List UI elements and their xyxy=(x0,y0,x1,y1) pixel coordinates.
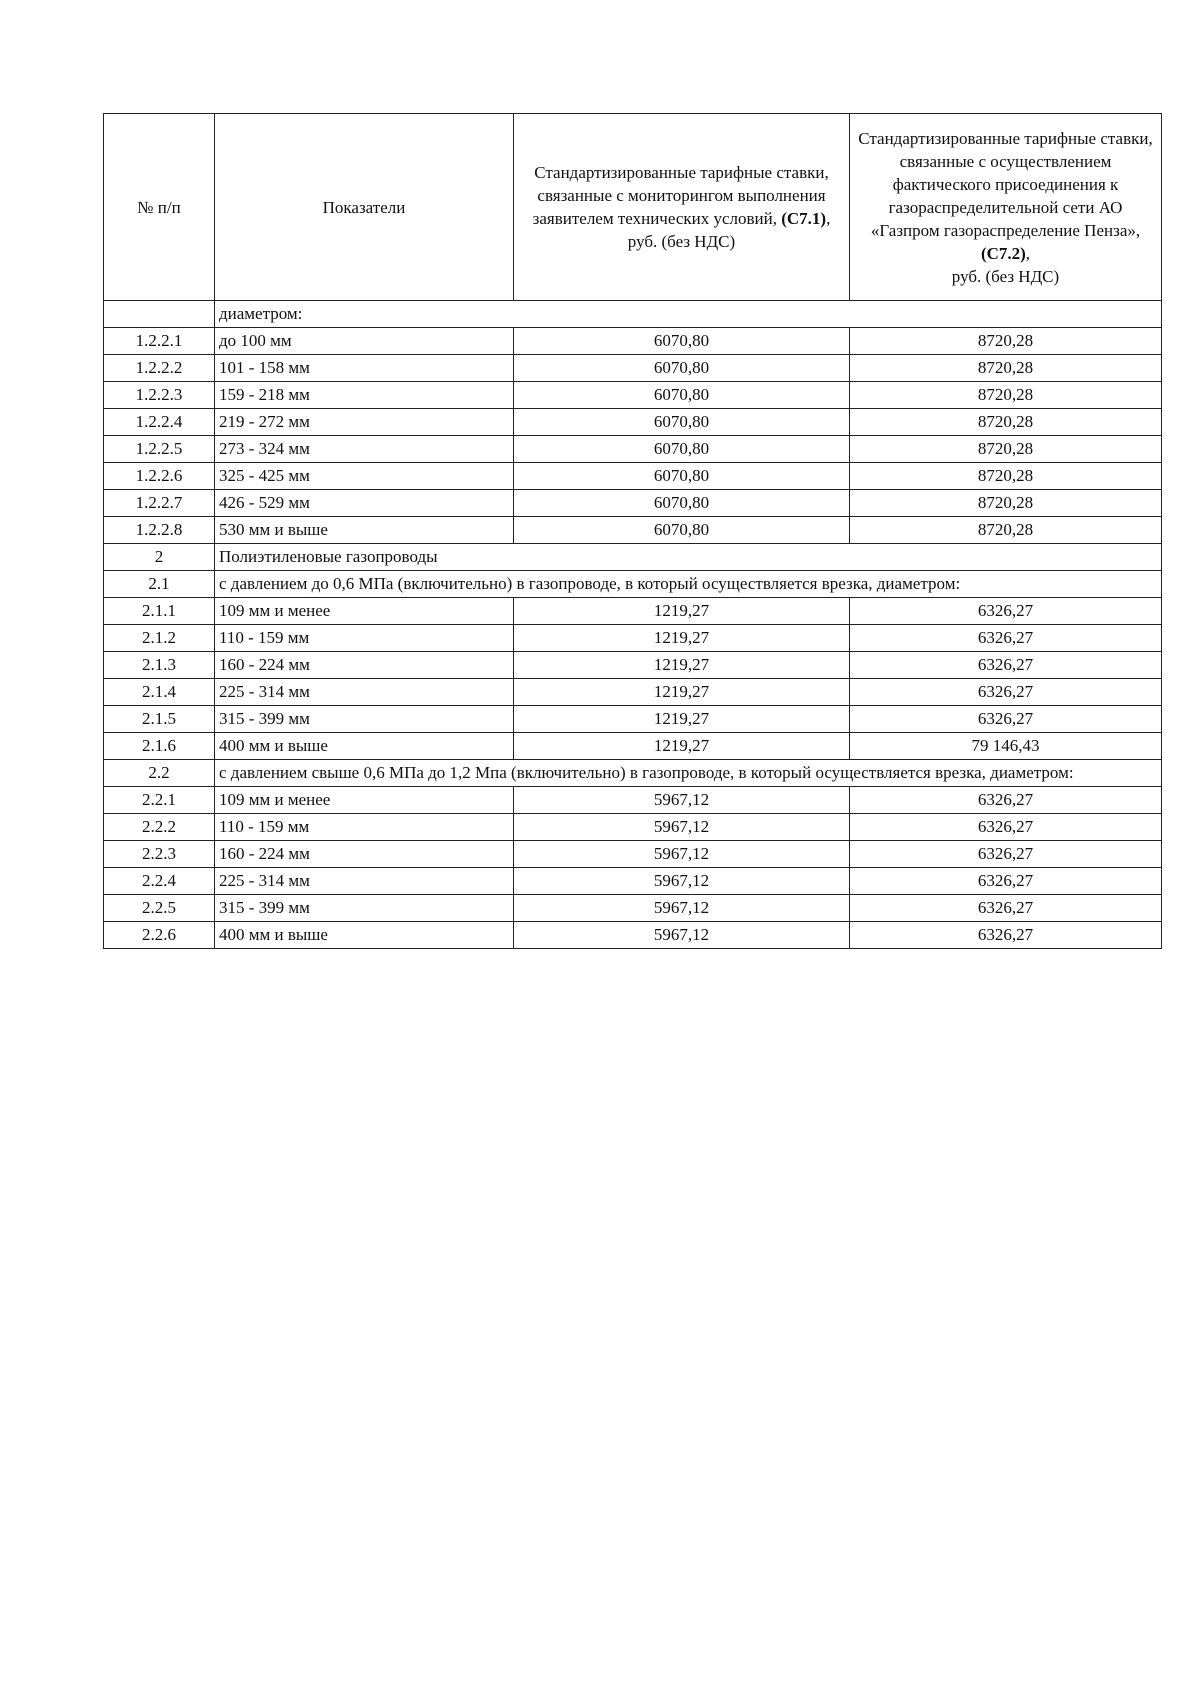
row-value-c72: 6326,27 xyxy=(850,787,1162,814)
row-value-c71: 1219,27 xyxy=(514,598,850,625)
row-value-c72: 6326,27 xyxy=(850,841,1162,868)
row-value-c72: 8720,28 xyxy=(850,382,1162,409)
table-row xyxy=(104,517,1162,544)
row-label: 400 мм и выше xyxy=(215,922,514,949)
row-value-c72: 6326,27 xyxy=(850,814,1162,841)
row-number: 1.2.2.5 xyxy=(104,436,215,463)
row-value-c71: 5967,12 xyxy=(514,814,850,841)
row-value-c71: 1219,27 xyxy=(514,652,850,679)
row-label: 325 - 425 мм xyxy=(215,463,514,490)
row-value-c72: 6326,27 xyxy=(850,652,1162,679)
row-value-c71: 6070,80 xyxy=(514,355,850,382)
header-c72-code: (С7.2) xyxy=(980,243,1026,263)
row-value-c72: 6326,27 xyxy=(850,625,1162,652)
row-number: 1.2.2.2 xyxy=(104,355,215,382)
row-number: 1.2.2.8 xyxy=(104,517,215,544)
row-number: 1.2.2.3 xyxy=(104,382,215,409)
row-value-c72: 6326,27 xyxy=(850,679,1162,706)
table-row xyxy=(104,328,1162,355)
row-label: до 100 мм xyxy=(215,328,514,355)
header-c72-unit: руб. (без НДС) xyxy=(951,266,1060,286)
row-label: 315 - 399 мм xyxy=(215,895,514,922)
row-value-c71: 6070,80 xyxy=(514,517,850,544)
table-row xyxy=(104,571,1162,598)
header-c72 xyxy=(850,114,1162,301)
table-row xyxy=(104,895,1162,922)
row-label: 225 - 314 мм xyxy=(215,868,514,895)
table-row xyxy=(104,922,1162,949)
row-label: 160 - 224 мм xyxy=(215,652,514,679)
row-value-c71: 6070,80 xyxy=(514,382,850,409)
row-value-c71: 5967,12 xyxy=(514,922,850,949)
row-number: 2.2 xyxy=(104,760,215,787)
table-row xyxy=(104,463,1162,490)
row-span-text: диаметром: xyxy=(215,301,1162,328)
row-number: 2.2.1 xyxy=(104,787,215,814)
row-label: 400 мм и выше xyxy=(215,733,514,760)
row-value-c72: 8720,28 xyxy=(850,409,1162,436)
header-c71 xyxy=(514,114,850,301)
row-value-c71: 6070,80 xyxy=(514,436,850,463)
table-body xyxy=(104,301,1162,949)
row-value-c71: 6070,80 xyxy=(514,328,850,355)
table-row xyxy=(104,814,1162,841)
header-indicator-label: Показатели xyxy=(322,197,406,217)
row-number: 1.2.2.7 xyxy=(104,490,215,517)
tariff-table xyxy=(103,113,1162,949)
header-c71-suffix: , xyxy=(826,209,831,228)
table-row xyxy=(104,760,1162,787)
row-number: 1.2.2.6 xyxy=(104,463,215,490)
table-row xyxy=(104,652,1162,679)
row-value-c71: 1219,27 xyxy=(514,733,850,760)
table-row xyxy=(104,355,1162,382)
row-label: 219 - 272 мм xyxy=(215,409,514,436)
table-row xyxy=(104,301,1162,328)
row-value-c72: 6326,27 xyxy=(850,922,1162,949)
row-label: 110 - 159 мм xyxy=(215,625,514,652)
row-label: 109 мм и менее xyxy=(215,598,514,625)
row-value-c71: 5967,12 xyxy=(514,787,850,814)
row-number: 2.1.2 xyxy=(104,625,215,652)
table-row xyxy=(104,787,1162,814)
row-value-c72: 79 146,43 xyxy=(850,733,1162,760)
row-value-c72: 8720,28 xyxy=(850,436,1162,463)
row-value-c72: 6326,27 xyxy=(850,598,1162,625)
row-value-c71: 1219,27 xyxy=(514,679,850,706)
row-number: 1.2.2.1 xyxy=(104,328,215,355)
row-number: 2.2.2 xyxy=(104,814,215,841)
row-value-c72: 8720,28 xyxy=(850,490,1162,517)
row-value-c72: 6326,27 xyxy=(850,868,1162,895)
row-number: 2.2.4 xyxy=(104,868,215,895)
row-value-c72: 6326,27 xyxy=(850,706,1162,733)
row-number xyxy=(104,301,215,328)
table-row xyxy=(104,706,1162,733)
row-label: 101 - 158 мм xyxy=(215,355,514,382)
row-value-c72: 8720,28 xyxy=(850,355,1162,382)
row-value-c71: 5967,12 xyxy=(514,841,850,868)
table-header xyxy=(104,114,1162,301)
table-row xyxy=(104,868,1162,895)
table-row xyxy=(104,679,1162,706)
row-number: 2.2.5 xyxy=(104,895,215,922)
table-row xyxy=(104,841,1162,868)
header-c71-code: (С7.1) xyxy=(781,209,827,228)
row-label: 110 - 159 мм xyxy=(215,814,514,841)
header-c71-text: Стандартизированные тарифные ставки, связанные с мониторингом выполнения заявителем технических условий, xyxy=(532,163,829,228)
header-c72-text: Стандартизированные тарифные ставки, связанные с осуществлением фактического присоединения к газораспределительной сети АО «Газпром газораспределение Пенза», xyxy=(858,128,1153,240)
header-number-label: № п/п xyxy=(137,197,181,217)
table-row xyxy=(104,382,1162,409)
header-c72-suffix: , xyxy=(1025,243,1031,263)
header-indicator xyxy=(215,114,514,301)
row-label: 315 - 399 мм xyxy=(215,706,514,733)
header-number xyxy=(104,114,215,301)
row-number: 2.1.1 xyxy=(104,598,215,625)
table-row xyxy=(104,598,1162,625)
row-value-c71: 6070,80 xyxy=(514,490,850,517)
row-label: 530 мм и выше xyxy=(215,517,514,544)
row-number: 2.1.4 xyxy=(104,679,215,706)
section-title: Полиэтиленовые газопроводы xyxy=(215,544,1162,571)
row-value-c71: 1219,27 xyxy=(514,706,850,733)
row-number: 2.1.5 xyxy=(104,706,215,733)
row-value-c72: 6326,27 xyxy=(850,895,1162,922)
row-value-c71: 6070,80 xyxy=(514,463,850,490)
row-number: 2.1.6 xyxy=(104,733,215,760)
row-label: 109 мм и менее xyxy=(215,787,514,814)
row-span-text: с давлением до 0,6 МПа (включительно) в газопроводе, в который осуществляется врезка, диаметром: xyxy=(215,571,1162,598)
row-label: 273 - 324 мм xyxy=(215,436,514,463)
table-row xyxy=(104,436,1162,463)
row-value-c72: 8720,28 xyxy=(850,463,1162,490)
table-row xyxy=(104,490,1162,517)
table-row xyxy=(104,409,1162,436)
table-row xyxy=(104,544,1162,571)
row-label: 426 - 529 мм xyxy=(215,490,514,517)
table-row xyxy=(104,625,1162,652)
row-span-text: с давлением свыше 0,6 МПа до 1,2 Мпа (включительно) в газопроводе, в который осуществляется врезка, диаметром: xyxy=(215,760,1162,787)
row-value-c71: 5967,12 xyxy=(514,868,850,895)
row-value-c72: 8720,28 xyxy=(850,517,1162,544)
section-number: 2 xyxy=(104,544,215,571)
row-value-c71: 1219,27 xyxy=(514,625,850,652)
row-number: 2.2.6 xyxy=(104,922,215,949)
row-number: 1.2.2.4 xyxy=(104,409,215,436)
row-label: 160 - 224 мм xyxy=(215,841,514,868)
row-number: 2.2.3 xyxy=(104,841,215,868)
row-value-c72: 8720,28 xyxy=(850,328,1162,355)
table-row xyxy=(104,733,1162,760)
row-value-c71: 5967,12 xyxy=(514,895,850,922)
row-number: 2.1.3 xyxy=(104,652,215,679)
header-c71-unit: руб. (без НДС) xyxy=(627,232,736,251)
row-number: 2.1 xyxy=(104,571,215,598)
row-label: 225 - 314 мм xyxy=(215,679,514,706)
row-label: 159 - 218 мм xyxy=(215,382,514,409)
row-value-c71: 6070,80 xyxy=(514,409,850,436)
